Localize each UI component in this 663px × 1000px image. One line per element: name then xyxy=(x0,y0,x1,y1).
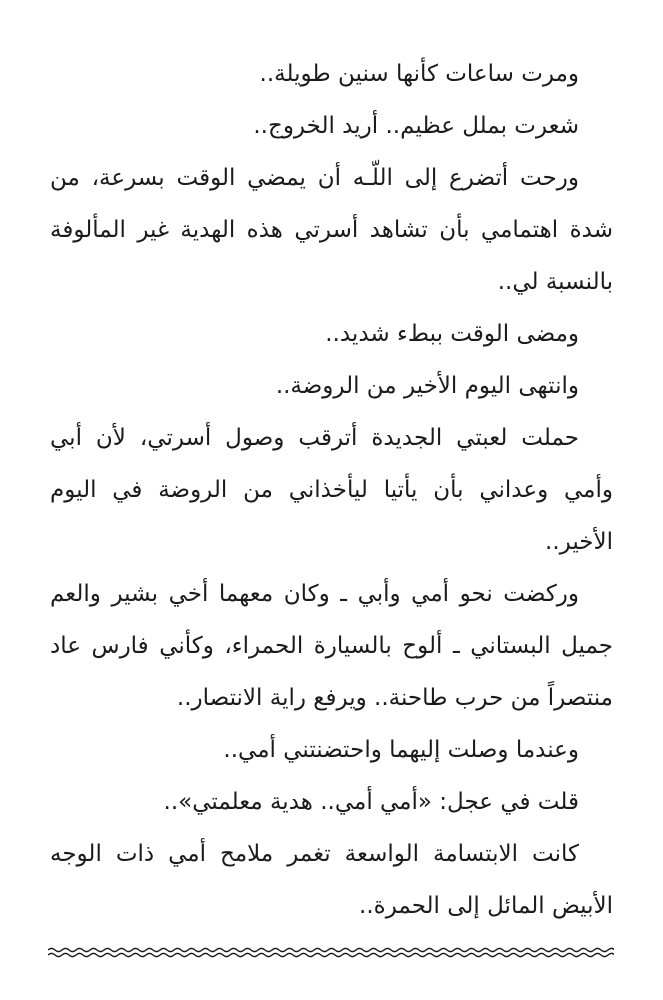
wavy-divider xyxy=(48,944,614,960)
paragraph: حملت لعبتي الجديدة أترقب وصول أسرتي، لأن أبي وأمي وعداني بأن يأتيا ليأخذاني من الروضة في اليوم الأخير.. xyxy=(50,425,613,555)
paragraph: وعندما وصلت إليهما واحتضنتني أمي.. xyxy=(223,737,579,763)
paragraph: وانتهى اليوم الأخير من الروضة.. xyxy=(275,373,579,399)
paragraph: ورحت أتضرع إلى اللّـه أن يمضي الوقت بسرعة، من شدة اهتمامي بأن تشاهد أسرتي هذه الهدية غير المألوفة بالنسبة لي.. xyxy=(50,165,613,295)
paragraph: وركضت نحو أمي وأبي ـ وكان معهما أخي بشير والعم جميل البستاني ـ ألوح بالسيارة الحمراء، وكأني فارس عاد منتصراً من حرب طاحنة.. ويرفع راية الانتصار.. xyxy=(50,581,613,711)
paragraph: ومضى الوقت ببطء شديد.. xyxy=(325,321,579,347)
paragraph: شعرت بملل عظيم.. أريد الخروج.. xyxy=(253,113,579,139)
paragraph: قلت في عجل: «أمي أمي.. هدية معلمتي».. xyxy=(163,789,579,815)
page-body xyxy=(50,48,613,932)
paragraph: ومرت ساعات كأنها سنين طويلة.. xyxy=(259,61,579,87)
paragraph: كانت الابتسامة الواسعة تغمر ملامح أمي ذات الوجه الأبيض المائل إلى الحمرة.. xyxy=(50,841,613,919)
